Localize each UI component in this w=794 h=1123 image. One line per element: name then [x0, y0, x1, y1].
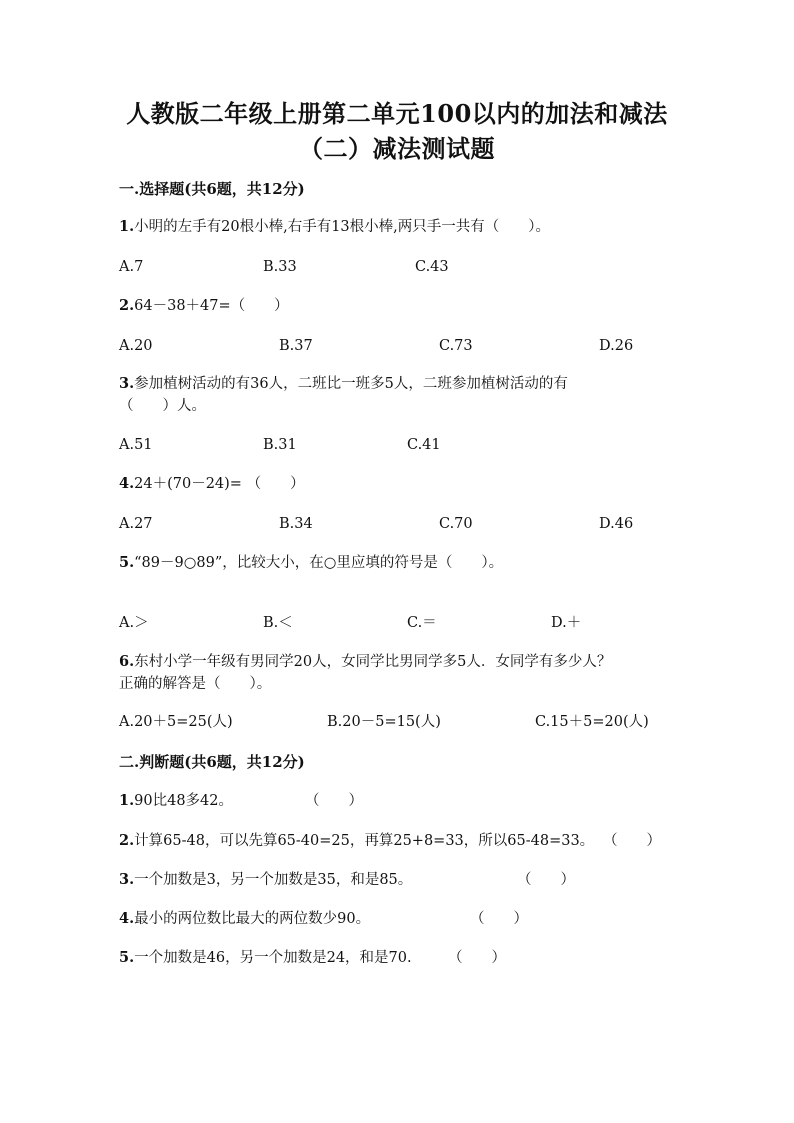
option-b: B.34 [279, 516, 313, 532]
question-text: 90比48多42。 [134, 793, 233, 809]
choice-question-4 [119, 474, 305, 494]
option-c: C.43 [415, 259, 449, 275]
choice-question-2 [119, 296, 289, 316]
choice-question-6 [119, 652, 611, 672]
option-a: A.51 [119, 437, 153, 453]
choice-question-3 [119, 374, 568, 394]
question-number: 2. [119, 297, 135, 314]
question-number: 4. [119, 475, 135, 492]
question-number: 5. [119, 554, 135, 571]
option-d: D.26 [599, 338, 634, 354]
question-text: 计算65-48，可以先算65-40=25，再算25+8=33，所以65-48=33。 [134, 833, 595, 849]
option-a: A.20 [119, 338, 153, 354]
answer-bracket: （ ） [448, 950, 506, 966]
judge-question-2 [119, 831, 594, 851]
option-a: A.20＋5=25(人) [119, 714, 233, 730]
option-b: B.31 [263, 437, 297, 453]
question-number: 6. [119, 653, 135, 670]
judge-question-4 [119, 909, 370, 929]
option-c: C.41 [407, 437, 441, 453]
option-c: C.15＋5=20(人) [535, 714, 649, 730]
question-number: 3. [119, 871, 135, 888]
choice-question-5 [119, 553, 503, 573]
question-text: “89－9○89”，比较大小，在○里应填的符号是（ ）。 [134, 555, 504, 571]
question-number: 1. [119, 218, 135, 235]
question-number: 4. [119, 910, 135, 927]
section-judge-heading: 二.判断题(共6题，共12分) [119, 753, 305, 771]
question-text: 64－38＋47=（ ） [134, 298, 289, 314]
option-a: A.7 [119, 259, 144, 275]
question-text: 一个加数是3，另一个加数是35，和是85。 [134, 872, 413, 888]
judge-question-5 [119, 948, 412, 968]
choice-question-3-line2: （ ）人。 [119, 398, 206, 414]
answer-bracket: （ ） [603, 833, 661, 849]
option-a: A.＞ [119, 615, 149, 631]
question-text: 24＋(70－24)= （ ） [134, 476, 305, 492]
question-number: 2. [119, 832, 135, 849]
choice-question-1 [119, 217, 550, 237]
option-c: C.73 [439, 338, 473, 354]
option-d: D.46 [599, 516, 634, 532]
option-c: C.＝ [407, 615, 437, 631]
page-title-line1: 人教版二年级上册第二单元100以内的加法和减法 [126, 99, 668, 128]
option-b: B.33 [263, 259, 297, 275]
question-text: 东村小学一年级有男同学20人，女同学比男同学多5人．女同学有多少人？ [134, 654, 612, 670]
answer-bracket: （ ） [470, 911, 528, 927]
answer-bracket: （ ） [517, 872, 575, 888]
question-text: 小明的左手有20根小棒,右手有13根小棒,两只手一共有（ ）。 [134, 219, 551, 235]
page-title-line2: （二）减法测试题 [299, 134, 495, 163]
question-text: 参加植树活动的有36人，二班比一班多5人，二班参加植树活动的有 [134, 376, 568, 392]
choice-question-6-line2: 正确的解答是（ ）。 [119, 676, 272, 692]
option-c: C.70 [439, 516, 473, 532]
judge-question-1 [119, 791, 233, 811]
answer-bracket: （ ） [305, 793, 363, 809]
question-number: 3. [119, 375, 135, 392]
question-number: 5. [119, 949, 135, 966]
question-text: 一个加数是46，另一个加数是24，和是70. [134, 950, 412, 966]
option-b: B.37 [279, 338, 313, 354]
judge-question-3 [119, 870, 412, 890]
option-b: B.20－5=15(人) [327, 714, 441, 730]
question-text: 最小的两位数比最大的两位数少90。 [134, 911, 371, 927]
section-choice-heading: 一.选择题(共6题，共12分) [119, 180, 305, 198]
option-d: D.＋ [551, 615, 582, 631]
option-b: B.＜ [263, 615, 293, 631]
option-a: A.27 [119, 516, 153, 532]
question-number: 1. [119, 792, 135, 809]
